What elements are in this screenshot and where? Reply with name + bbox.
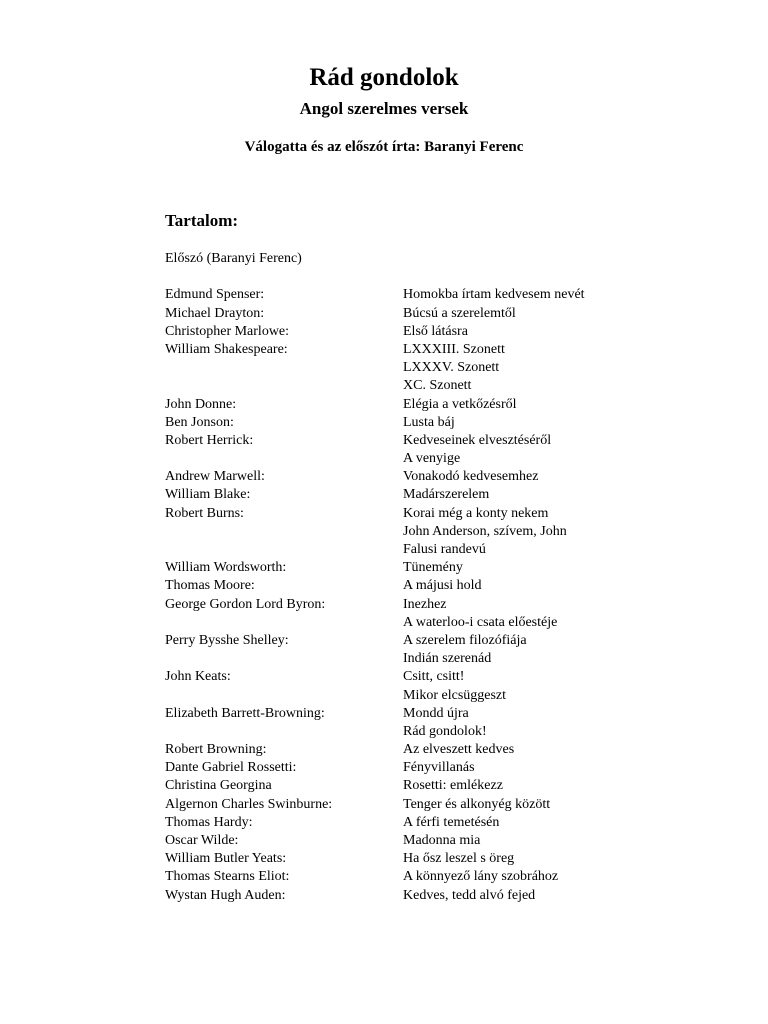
- toc-row: [165, 796, 645, 814]
- toc-author: Christina Georgina: [165, 778, 272, 794]
- editor-credit: Válogatta és az előszót írta: Baranyi Ferenc: [244, 139, 524, 155]
- toc-poem-title: Kedveseinek elvesztéséről: [403, 432, 552, 448]
- toc-author: Perry Bysshe Shelley:: [165, 632, 289, 648]
- toc-row: [165, 687, 645, 705]
- toc-entries: [165, 286, 645, 904]
- toc-poem-title: Inezhez: [403, 596, 447, 612]
- toc-poem-title: Tünemény: [403, 560, 463, 576]
- toc-author: William Butler Yeats:: [165, 851, 287, 867]
- toc-row: [165, 286, 645, 304]
- toc-row: [165, 868, 645, 886]
- toc-row: [165, 668, 645, 686]
- toc-poem-title: Vonakodó kedvesemhez: [403, 469, 539, 485]
- toc-row: [165, 468, 645, 486]
- toc-poem-title: Fényvillanás: [403, 760, 475, 776]
- toc-author: Robert Browning:: [165, 742, 267, 758]
- toc-author: [165, 359, 403, 377]
- toc-poem-title: A szerelem filozófiája: [403, 632, 527, 648]
- toc-author: [165, 541, 403, 559]
- toc-poem-title: John Anderson, szívem, John: [403, 523, 567, 539]
- toc-author: Robert Herrick:: [165, 432, 254, 448]
- toc-author: Algernon Charles Swinburne:: [165, 796, 333, 812]
- toc-preface-row: [165, 250, 645, 268]
- toc-author: Christopher Marlowe:: [165, 323, 290, 339]
- toc-row: [165, 887, 645, 905]
- toc-author: Robert Burns:: [165, 505, 244, 521]
- toc-author: Thomas Hardy:: [165, 814, 253, 830]
- toc-poem-title: LXXXIII. Szonett: [403, 341, 505, 357]
- toc-spacer: [165, 268, 645, 286]
- toc-author: Thomas Stearns Eliot:: [165, 869, 290, 885]
- toc-author: [165, 614, 403, 632]
- toc-heading: Tartalom:: [165, 211, 239, 230]
- toc-row: [165, 741, 645, 759]
- toc-poem-title: Az elveszett kedves: [403, 742, 515, 758]
- toc-author: Andrew Marwell:: [165, 469, 265, 485]
- toc-poem-title: Ha ősz leszel s öreg: [403, 851, 515, 867]
- toc-row: [165, 414, 645, 432]
- toc-author: Elizabeth Barrett-Browning:: [165, 705, 325, 721]
- toc-author: [165, 523, 403, 541]
- toc-poem-title: Lusta báj: [403, 414, 455, 430]
- toc-poem-title: A férfi temetésén: [403, 814, 500, 830]
- toc-row: [165, 305, 645, 323]
- toc-author: [165, 723, 403, 741]
- toc-row: [165, 432, 645, 450]
- toc-row: [165, 505, 645, 523]
- toc-author: Edmund Spenser:: [165, 287, 265, 303]
- toc-poem-title: XC. Szonett: [403, 378, 472, 394]
- toc-row: [165, 723, 645, 741]
- preface-entry: Előszó (Baranyi Ferenc): [165, 251, 302, 266]
- toc-row: [165, 450, 645, 468]
- toc-poem-title: A májusi hold: [403, 578, 482, 594]
- toc-row: [165, 814, 645, 832]
- toc-poem-title: Rád gondolok!: [403, 723, 487, 739]
- toc-author: [165, 377, 403, 395]
- toc-poem-title: A venyige: [403, 451, 461, 467]
- toc-author: [165, 650, 403, 668]
- toc-row: [165, 323, 645, 341]
- toc-row: [165, 577, 645, 595]
- document-title: Rád gondolok: [309, 64, 459, 91]
- toc-poem-title: Tenger és alkonyég között: [403, 796, 551, 812]
- toc-row: [165, 614, 645, 632]
- toc-author: [165, 687, 403, 705]
- toc-row: [165, 596, 645, 614]
- toc-poem-title: Mikor elcsüggeszt: [403, 687, 507, 703]
- toc-author: Ben Jonson:: [165, 414, 234, 430]
- toc-row: [165, 850, 645, 868]
- document-subtitle: Angol szerelmes versek: [299, 99, 469, 118]
- toc-poem-title: A könnyező lány szobrához: [403, 869, 559, 885]
- toc-author: Michael Drayton:: [165, 305, 265, 321]
- toc-author: William Wordsworth:: [165, 560, 287, 576]
- toc-row: [165, 396, 645, 414]
- toc-poem-title: Falusi randevú: [403, 542, 486, 557]
- toc-poem-title: Rosetti: emlékezz: [403, 778, 503, 794]
- toc-author: Wystan Hugh Auden:: [165, 887, 286, 903]
- toc-row: [165, 486, 645, 504]
- toc-poem-title: Első látásra: [403, 323, 468, 339]
- toc-poem-title: Mondd újra: [403, 705, 469, 721]
- toc-poem-title: A waterloo-i csata előestéje: [403, 614, 558, 630]
- table-of-contents: [165, 250, 645, 905]
- toc-poem-title: Indián szerenád: [403, 651, 492, 667]
- toc-poem-title: Korai még a konty nekem: [403, 505, 549, 521]
- toc-row: [165, 559, 645, 577]
- toc-row: [165, 650, 645, 668]
- toc-author: Oscar Wilde:: [165, 833, 239, 848]
- toc-row: [165, 541, 645, 559]
- toc-row: [165, 341, 645, 359]
- toc-row: [165, 377, 645, 395]
- toc-author: John Keats:: [165, 669, 231, 685]
- toc-row: [165, 759, 645, 777]
- toc-row: [165, 777, 645, 795]
- toc-poem-title: Csitt, csitt!: [403, 669, 465, 685]
- toc-row: [165, 705, 645, 723]
- toc-author: William Shakespeare:: [165, 341, 288, 357]
- toc-author: William Blake:: [165, 487, 251, 503]
- toc-poem-title: Kedves, tedd alvó fejed: [403, 887, 536, 903]
- toc-poem-title: Homokba írtam kedvesem nevét: [403, 287, 585, 303]
- toc-row: [165, 832, 645, 850]
- toc-poem-title: Madonna mia: [403, 833, 481, 848]
- toc-poem-title: Elégia a vetkőzésről: [403, 396, 517, 412]
- toc-author: George Gordon Lord Byron:: [165, 596, 326, 612]
- toc-row: [165, 523, 645, 541]
- toc-author: Thomas Moore:: [165, 578, 255, 594]
- toc-author: Dante Gabriel Rossetti:: [165, 760, 297, 776]
- toc-poem-title: Búcsú a szerelemtől: [403, 305, 516, 321]
- toc-row: [165, 359, 645, 377]
- toc-author: [165, 450, 403, 468]
- toc-row: [165, 632, 645, 650]
- toc-author: John Donne:: [165, 396, 237, 412]
- toc-poem-title: Madárszerelem: [403, 487, 490, 503]
- toc-poem-title: LXXXV. Szonett: [403, 360, 500, 376]
